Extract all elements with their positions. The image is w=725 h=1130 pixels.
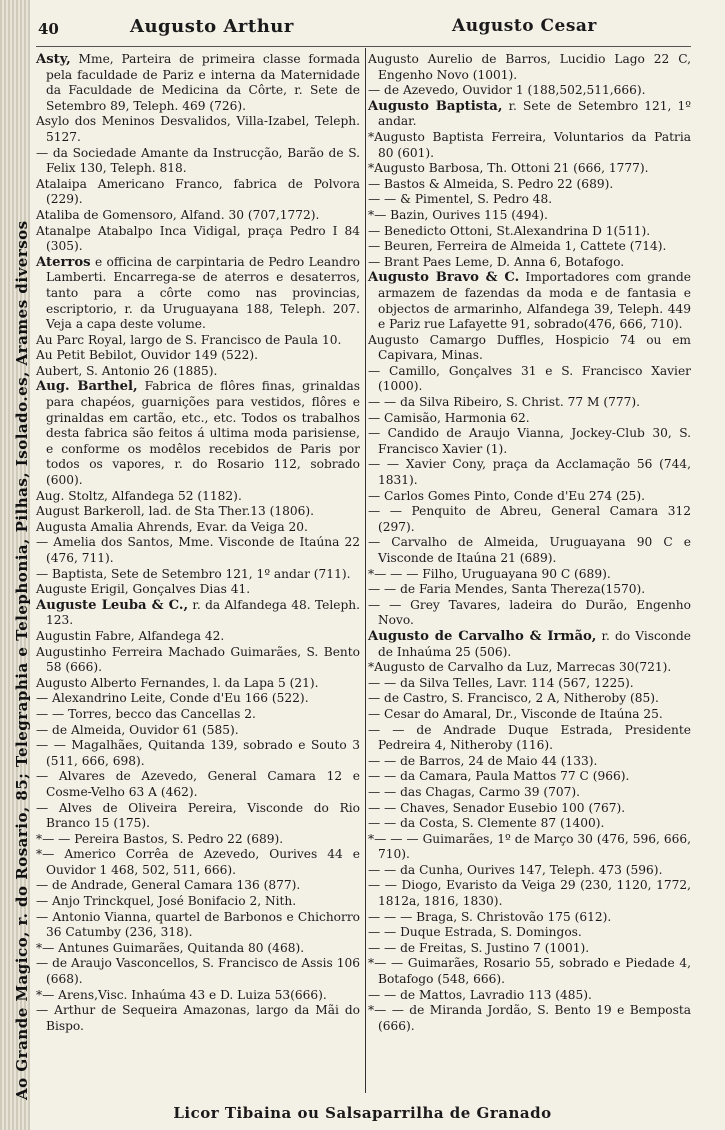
entry-text: *— Antunes Guimarães, Quitanda 80 (468). — [36, 940, 305, 955]
entry-text: Augusta Amalia Ahrends, Evar. da Veiga 20. — [36, 519, 308, 534]
entry-text: *— — Pereira Bastos, S. Pedro 22 (689). — [36, 831, 284, 846]
directory-entry — [368, 457, 691, 488]
entry-text: *Augusto Baptista Ferreira, Voluntarios da Patria 80 (601). — [368, 129, 691, 160]
entry-text: — — Torres, becco das Cancellas 2. — [36, 706, 256, 721]
directory-entry — [36, 52, 360, 114]
entry-name-bold: Asty, — [36, 52, 71, 67]
directory-entry — [36, 801, 360, 832]
entry-text: — — Xavier Cony, praça da Acclamação 56 (744, 1831). — [368, 457, 691, 488]
directory-entry — [36, 676, 360, 692]
directory-entry — [368, 239, 691, 255]
directory-entry — [368, 395, 691, 411]
side-advert-strip — [0, 0, 30, 1130]
column-divider — [365, 48, 366, 1093]
directory-entry — [36, 114, 360, 145]
directory-entry — [36, 224, 360, 255]
entry-text: Atanalpe Atabalpo Inca Vidigal, praça Pedro I 84 (305). — [36, 223, 360, 254]
entry-text: *— Arens,Visc. Inhaúma 43 e D. Luiza 53(666). — [36, 987, 327, 1002]
entry-text: — — de Mattos, Lavradio 113 (485). — [368, 987, 592, 1002]
directory-entry — [368, 161, 691, 177]
directory-entry — [368, 769, 691, 785]
entry-text: — — das Chagas, Carmo 39 (707). — [368, 784, 581, 799]
directory-entry — [368, 941, 691, 957]
entry-text: — Baptista, Sete de Setembro 121, 1º andar (711). — [36, 566, 351, 581]
entry-text: — — de Barros, 24 de Maio 44 (133). — [368, 753, 598, 768]
directory-entry — [368, 52, 691, 83]
directory-entry — [368, 426, 691, 457]
directory-entry — [368, 691, 691, 707]
directory-entry — [36, 208, 360, 224]
directory-entry — [36, 1003, 360, 1034]
directory-entry — [368, 910, 691, 926]
entry-name-bold: Augusto de Carvalho & Irmão, — [368, 628, 597, 644]
entry-text: — — — Braga, S. Christovão 175 (612). — [368, 909, 612, 924]
directory-entry — [368, 255, 691, 271]
entry-text: — — Penquito de Abreu, General Camara 312 (297). — [368, 504, 691, 534]
directory-entry — [36, 956, 360, 987]
entry-name-bold: Aterros — [36, 254, 91, 270]
directory-entry — [36, 567, 360, 583]
directory-entry — [36, 894, 360, 910]
entry-text: *— Americo Corrêa de Azevedo, Ourives 44 e Ouvidor 1 468, 502, 511, 666). — [36, 847, 360, 877]
directory-entry — [368, 333, 691, 364]
directory-entry — [368, 754, 691, 770]
entry-text: — Cesar do Amaral, Dr., Visconde de Itaúna 25. — [368, 706, 663, 721]
entry-text: — — da Costa, S. Clemente 87 (1400). — [368, 816, 605, 831]
entry-name-bold: Auguste Leuba & C., — [36, 597, 189, 613]
entry-text: — Bastos & Almeida, S. Pedro 22 (689). — [368, 176, 614, 191]
entry-text: Importadores com grande armazem de fazendas da moda e de fantasia e objectos de armarinho, Alfandega 39, Teleph. 449 e Pariz rue Lafayette 91, sobrado(476, 666, 710). — [378, 270, 692, 332]
directory-entry — [368, 1003, 691, 1034]
entry-text: *Augusto de Carvalho da Luz, Marrecas 30(721). — [368, 660, 672, 675]
directory-entry — [36, 691, 360, 707]
directory-entry — [36, 738, 360, 769]
entry-text: — de Castro, S. Francisco, 2 A, Nitheroby (85). — [368, 691, 659, 706]
entry-text: — Brant Paes Leme, D. Anna 6, Botafogo. — [368, 254, 625, 269]
directory-entry — [368, 707, 691, 723]
entry-text: — — da Cunha, Ourives 147, Teleph. 473 (596). — [368, 862, 663, 877]
entry-text: — — da Silva Ribeiro, S. Christ. 77 M (777). — [368, 395, 640, 410]
entry-text: — de Azevedo, Ouvidor 1 (188,502,511,666). — [368, 83, 646, 98]
directory-entry — [368, 676, 691, 692]
entry-name-bold: Aug. Barthel, — [36, 379, 138, 395]
entry-text: — da Sociedade Amante da Instrucção, Barão de S. Felix 130, Teleph. 818. — [36, 145, 360, 176]
directory-entry — [36, 941, 360, 957]
entry-text: — Benedicto Ottoni, St.Alexandrina D 1(511). — [368, 223, 651, 238]
entry-text: — Anjo Trinckquel, José Bonifacio 2, Nith. — [36, 894, 297, 909]
entry-text: — Alvares de Azevedo, General Camara 12 e Cosme-Velho 63 A (462). — [36, 769, 360, 799]
entry-text: Au Petit Bebilot, Ouvidor 149 (522). — [36, 348, 258, 363]
entry-text: — — Duque Estrada, S. Domingos. — [368, 925, 582, 940]
entry-text: — — Magalhães, Quitanda 139, sobrado e Souto 3 (511, 666, 698). — [36, 738, 360, 768]
directory-entry — [368, 878, 691, 909]
entry-text: — de Almeida, Ouvidor 61 (585). — [36, 722, 239, 737]
entry-text: — Beuren, Ferreira de Almeida 1, Cattete (714). — [368, 239, 667, 254]
directory-entry — [36, 832, 360, 848]
entry-text: — de Andrade, General Camara 136 (877). — [36, 878, 301, 893]
entry-text: — Alexandrino Leite, Conde d'Eu 166 (522). — [36, 691, 309, 706]
directory-entry — [368, 956, 691, 987]
directory-entry — [368, 192, 691, 208]
directory-entry — [368, 535, 691, 566]
directory-entry — [368, 925, 691, 941]
entry-text: — Arthur de Sequeira Amazonas, largo da Mãi do Bispo. — [36, 1003, 360, 1033]
entry-text: Augusto Alberto Fernandes, l. da Lapa 5 (21). — [36, 675, 319, 690]
directory-entry — [36, 910, 360, 941]
directory-entry — [368, 629, 691, 660]
entry-text: — de Araujo Vasconcellos, S. Francisco de Assis 106 (668). — [36, 956, 360, 987]
entry-text: — Antonio Vianna, quartel de Barbonos e Chichorro 36 Catumby (236, 318). — [36, 909, 360, 940]
directory-entry — [36, 847, 360, 878]
entry-name-bold: Augusto Baptista, — [368, 98, 503, 114]
directory-entry — [368, 83, 691, 99]
directory-entry — [36, 504, 360, 520]
directory-entry — [36, 582, 360, 598]
entry-text: r. Sete de Setembro 121, 1º andar. — [378, 98, 692, 129]
directory-entry — [36, 535, 360, 566]
entry-text: Au Parc Royal, largo de S. Francisco de Paula 10. — [36, 332, 342, 347]
entry-text: Augustin Fabre, Alfandega 42. — [36, 628, 225, 643]
entry-text: *— — — Filho, Uruguayana 90 C (689). — [368, 566, 611, 581]
entry-text: — — de Freitas, S. Justino 7 (1001). — [368, 940, 590, 955]
entry-name-bold: Augusto Bravo & C. — [368, 270, 520, 286]
entry-text: — Amelia dos Santos, Mme. Visconde de Itaúna 22 (476, 711). — [36, 535, 360, 565]
left-column — [36, 52, 360, 1034]
directory-entry — [368, 598, 691, 629]
directory-entry — [368, 364, 691, 395]
directory-entry — [36, 878, 360, 894]
directory-entry — [36, 629, 360, 645]
directory-entry — [368, 816, 691, 832]
entry-text: Augusto Aurelio de Barros, Lucidio Lago 22 C, Engenho Novo (1001). — [368, 52, 691, 82]
directory-entry — [36, 769, 360, 800]
directory-entry — [36, 988, 360, 1004]
entry-text: — — de Faria Mendes, Santa Thereza(1570). — [368, 582, 646, 597]
entry-text: Augusto Camargo Duffles, Hospicio 74 ou em Capivara, Minas. — [368, 332, 691, 363]
entry-text: Mme, Parteira de primeira classe formada pela faculdade de Pariz e interna da Maternidade da Faculdade de Medicina da Côrte, r. Sete de Setembro 89, Teleph. 469 (726). — [46, 52, 360, 113]
directory-entry — [368, 723, 691, 754]
header-rule — [36, 46, 691, 47]
entry-text: Asylo dos Meninos Desvalidos, Villa-Izabel, Teleph. 5127. — [36, 114, 360, 144]
directory-entry — [368, 504, 691, 535]
directory-entry — [368, 582, 691, 598]
directory-entry — [368, 801, 691, 817]
directory-entry — [36, 723, 360, 739]
entry-text: — — Diogo, Evaristo da Veiga 29 (230, 1120, 1772, 1812a, 1816, 1830). — [368, 878, 691, 909]
directory-entry — [368, 270, 691, 332]
directory-entry — [36, 520, 360, 536]
directory-entry — [368, 489, 691, 505]
entry-text: — Camisão, Harmonia 62. — [368, 410, 530, 425]
directory-entry — [36, 598, 360, 629]
directory-entry — [36, 348, 360, 364]
entry-text: *— — de Miranda Jordão, S. Bento 19 e Bemposta (666). — [368, 1003, 691, 1033]
entry-text: *— — — Guimarães, 1º de Março 30 (476, 596, 666, 710). — [368, 831, 691, 862]
directory-entry — [368, 988, 691, 1004]
directory-entry — [368, 660, 691, 676]
directory-entry — [368, 130, 691, 161]
directory-entry — [36, 333, 360, 349]
directory-entry — [368, 177, 691, 193]
directory-entry — [368, 863, 691, 879]
entry-text: — Alves de Oliveira Pereira, Visconde do Rio Branco 15 (175). — [36, 800, 360, 831]
directory-entry — [36, 255, 360, 333]
directory-entry — [368, 208, 691, 224]
directory-entry — [36, 489, 360, 505]
entry-text: r. do Visconde de Inhaúma 25 (506). — [378, 628, 692, 659]
directory-entry — [36, 364, 360, 380]
directory-entry — [368, 99, 691, 130]
right-column — [368, 52, 691, 1034]
footer-advert: Licor Tibaina ou Salsaparrilha de Granado — [173, 1104, 552, 1122]
entry-text: — — da Camara, Paula Mattos 77 C (966). — [368, 769, 630, 784]
entry-text: *— — Guimarães, Rosario 55, sobrado e Piedade 4, Botafogo (548, 666). — [368, 956, 691, 987]
directory-entry — [36, 645, 360, 676]
entry-text: August Barkeroll, lad. de Sta Ther.13 (1806). — [36, 504, 315, 519]
entry-text: Fabrica de flôres finas, grinaldas para chapéos, guarnições para vestidos, flôres e grinaldas em cartão, etc., etc. Todos os trabalhos desta fabrica são feitos á ultima moda parisiense, e conforme os modêlos recebidos de Paris por todos os vapores, r. do Rosario 112, sobrado (600). — [46, 379, 360, 488]
entry-text: — Camillo, Gonçalves 31 e S. Francisco Xavier (1000). — [368, 363, 691, 394]
directory-entry — [36, 707, 360, 723]
entry-text: Augustinho Ferreira Machado Guimarães, S. Bento 58 (666). — [36, 644, 360, 675]
entry-text: Ataliba de Gomensoro, Alfand. 30 (707,1772). — [36, 207, 320, 222]
running-head-left: Augusto Arthur — [130, 16, 294, 37]
side-advert-text: Ao Grande Magico, r. do Rosario, 85; Telegraphia e Telephonia, Pilhas, Isolado.es, Arames diversos — [13, 220, 31, 1100]
entry-text: Auguste Erigil, Gonçalves Dias 41. — [36, 582, 251, 597]
entry-text: — — da Silva Telles, Lavr. 114 (567, 1225). — [368, 675, 634, 690]
entry-text: — Candido de Araujo Vianna, Jockey-Club 30, S. Francisco Xavier (1). — [368, 426, 691, 456]
entry-text: e officina de carpintaria de Pedro Leandro Lamberti. Encarrega-se de aterros e desaterros, tanto para a côrte como nas provincias, escriptorio, r. da Uruguayana 188, Teleph. 207. Veja a capa deste volume. — [46, 254, 360, 332]
entry-text: *Augusto Barbosa, Th. Ottoni 21 (666, 1777). — [368, 161, 649, 176]
entry-text: — — de Andrade Duque Estrada, Presidente Pedreira 4, Nitheroby (116). — [368, 722, 691, 753]
entry-text: *— Bazin, Ourives 115 (494). — [368, 207, 548, 222]
directory-entry — [36, 146, 360, 177]
entry-text: — — & Pimentel, S. Pedro 48. — [368, 192, 553, 207]
entry-text: Aug. Stoltz, Alfandega 52 (1182). — [36, 488, 242, 503]
running-head-right: Augusto Cesar — [452, 16, 597, 36]
entry-text: r. da Alfandega 48. Teleph. 123. — [46, 597, 360, 628]
directory-entry — [368, 785, 691, 801]
directory-entry — [368, 567, 691, 583]
entry-text: — — Grey Tavares, ladeira do Durão, Engenho Novo. — [368, 597, 691, 628]
directory-entry — [36, 379, 360, 488]
entry-text: — Carlos Gomes Pinto, Conde d'Eu 274 (25). — [368, 488, 645, 503]
entry-text: — Carvalho de Almeida, Uruguayana 90 C e Visconde de Itaúna 21 (689). — [368, 535, 691, 565]
directory-entry — [36, 177, 360, 208]
entry-text: Aubert, S. Antonio 26 (1885). — [36, 363, 218, 378]
entry-text: Atalaipa Americano Franco, fabrica de Polvora (229). — [36, 176, 360, 207]
directory-entry — [368, 411, 691, 427]
page-number: 40 — [38, 20, 59, 38]
entry-text: — — Chaves, Senador Eusebio 100 (767). — [368, 800, 626, 815]
directory-entry — [368, 832, 691, 863]
directory-entry — [368, 224, 691, 240]
